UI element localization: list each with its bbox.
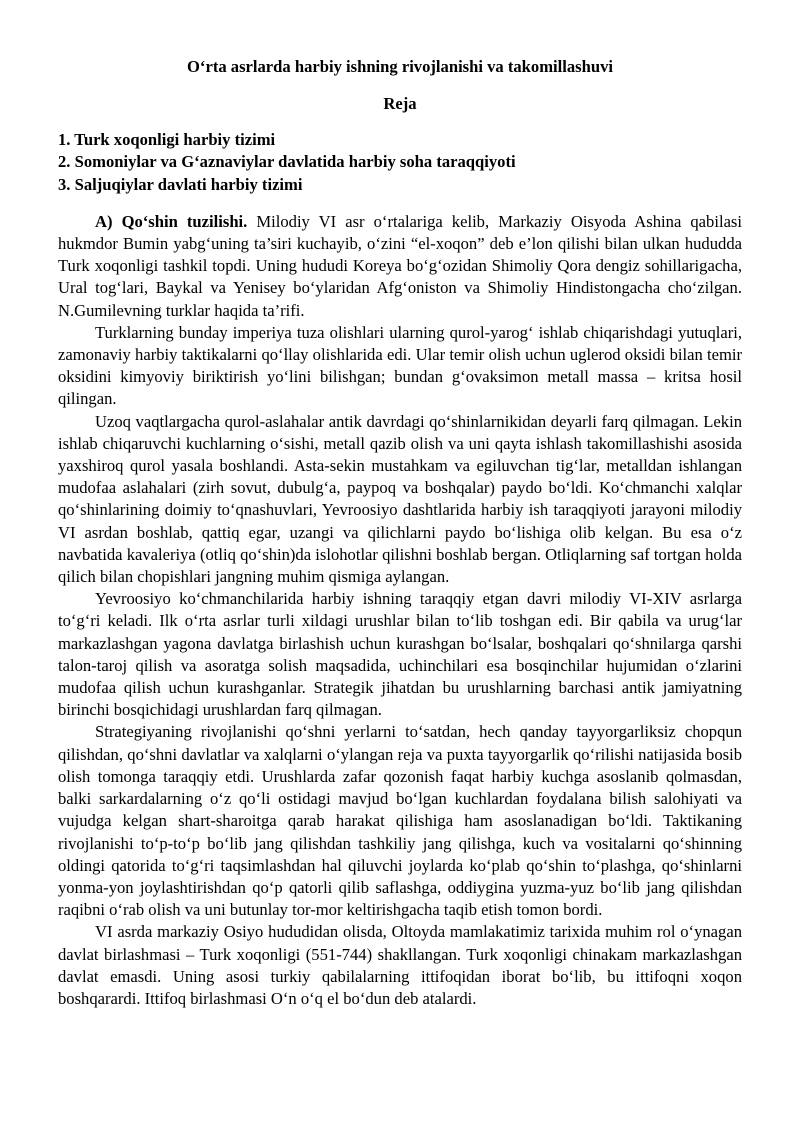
paragraph: Strategiyaning rivojlanishi qo‘shni yerlarni to‘satdan, hech qanday tayyorgarliksiz chopqun qilishdan, qo‘shni davlatlar va xalqlarni o‘ylangan reja va puxta tayyorgarlik qo‘rilishi natijasida bosib olish tomonga taraqqiy etdi. Urushlarda zafar qozonish faqat harbiy kuchga asoslanib qolmasdan, balki sarkardalarning o‘z qo‘li ostidagi mavjud bo‘lgan kuchlardan foydalana bilish salohiyati va vujudga kelgan shart-sharoitga qarab harakat qilishiga ham asoslanadigan bo‘ldi. Taktikaning rivojlanishi to‘p-to‘p bo‘lib jang qilishdan tashkiliy jang qilishga, kuch va vositalarni qo‘shinning oldingi qatorida to‘g‘ri taqsimlashdan hal qiluvchi joylarda ko‘plab qo‘shin to‘plashga, qo‘shinlarni yonma-yon joylashtirishdan qo‘p qatorli qilib saflashga, oddiygina yuzma-yuz bo‘lib jang qilishdan raqibni o‘rab olish va uni butunlay tor-mor keltirishgacha taqib etish tomon bordi. <box>58 722 742 920</box>
paragraph: Yevroosiyo ko‘chmanchilarida harbiy ishning taraqqiy etgan davri milodiy VI-XIV asrlarga to‘g‘ri keladi. Ilk o‘rta asrlar turli xildagi urushlar bilan to‘lib toshgan edi. Bir qabila va urug‘lar markazlashgan yagona davlatga birlashish uchun kurashgan bo‘lsalar, boshqalari qo‘shnilarga qarshi talon-taroj qilish va asoratga solish maqsadida, uchinchilari esa bosqinchilar hujumidan o‘zlarini mudofaa qilish uchun kurashganlar. Strategik jihatdan bu urushlarning barchasi antik jamiyatning birinchi bosqichidagi urushlardan farq qilmagan. <box>58 589 742 720</box>
paragraph-text: Milodiy VI asr o‘rtalariga kelib, Markaziy Oisyoda Ashina qabilasi hukmdor Bumin yabg‘uning ta’siri kuchayib, o‘zini “el-xoqon” deb e’lon qilishi bilan ulkan hududda Turk xoqonligi tashkil topdi. Uning hududi Koreya bo‘g‘ozidan Shimoliy Qora dengiz sohillarigacha, Ural tog‘lari, Baykal va Yenisey bo‘ylaridan Afg‘oniston va Shimoliy Hindistongacha cho‘zilgan. N.Gumilevning turklar haqida ta’rifi. <box>58 211 742 320</box>
document-page <box>58 56 742 1010</box>
plan-list <box>58 129 742 196</box>
plan-item: 3. Saljuqiylar davlati harbiy tizimi <box>58 174 303 194</box>
page-title: O‘rta asrlarda harbiy ishning rivojlanishi va takomillashuvi <box>187 57 613 76</box>
paragraph <box>58 211 742 322</box>
body-text <box>58 211 742 1010</box>
section-lead: A) Qo‘shin tuzilishi. <box>95 211 248 231</box>
plan-item: 2. Somoniylar va G‘aznaviylar davlatida harbiy soha taraqqiyoti <box>58 152 516 172</box>
paragraph: Turklarning bunday imperiya tuza olishlari ularning qurol-yarog‘ ishlab chiqarishdagi yutuqlari, zamonaviy harbiy taktikalarni qo‘llay olishlarida edi. Ular temir olish uchun uglerod oksidi bilan temir oksidini kimyoviy biriktirish yo‘lini bilishgan; bundan g‘ovaksimon metall massa – kritsa hosil qilingan. <box>58 322 742 409</box>
paragraph: VI asrda markaziy Osiyo hududidan olisda, Oltoyda mamlakatimiz tarixida muhim rol o‘ynagan davlat birlashmasi – Turk xoqonligi (551-744) shakllangan. Turk xoqonligi chinakam markazlashgan davlat emasdi. Uning asosi turkiy qabilalarning ittifoqidan iborat bo‘lib, bu ittifoqni xoqon boshqarardi. Ittifoq birlashmasi O‘n o‘q el bo‘dun deb atalardi. <box>58 922 742 1008</box>
plan-item: 1. Turk xoqonligi harbiy tizimi <box>58 130 276 150</box>
plan-heading: Reja <box>383 94 417 113</box>
paragraph: Uzoq vaqtlargacha qurol-aslahalar antik davrdagi qo‘shinlarnikidan deyarli farq qilmagan. Lekin ishlab chiqaruvchi kuchlarning o‘sishi, metall qazib olish va uni qayta ishlash takomillashishi asosida yaxshiroq qurol yasala boshlandi. Asta-sekin mustahkam va egiluvchan tig‘lar, metalldan ishlangan mudofaa aslahalari (zirh sovut, dubulg‘a, paypoq va boshqalar) paydo bo‘ldi. Ko‘chmanchi xalqlar qo‘shinlarining doimiy to‘qnashuvlari, Yevroosiyo dashtlarida harbiy ish taraqqiyoti jarayoni milodiy VI asrdan boshlab, qattiq egar, uzangi va qilichlarni paydo bo‘lishiga olib kelgan. Bu esa o‘z navbatida kavaleriya (otliq qo‘shin)da islohotlar qilishni boshlab bergan. Otliqlarning saf tortgan holda qilich bilan chopishlari jangning muhim qismiga aylangan. <box>58 411 742 587</box>
